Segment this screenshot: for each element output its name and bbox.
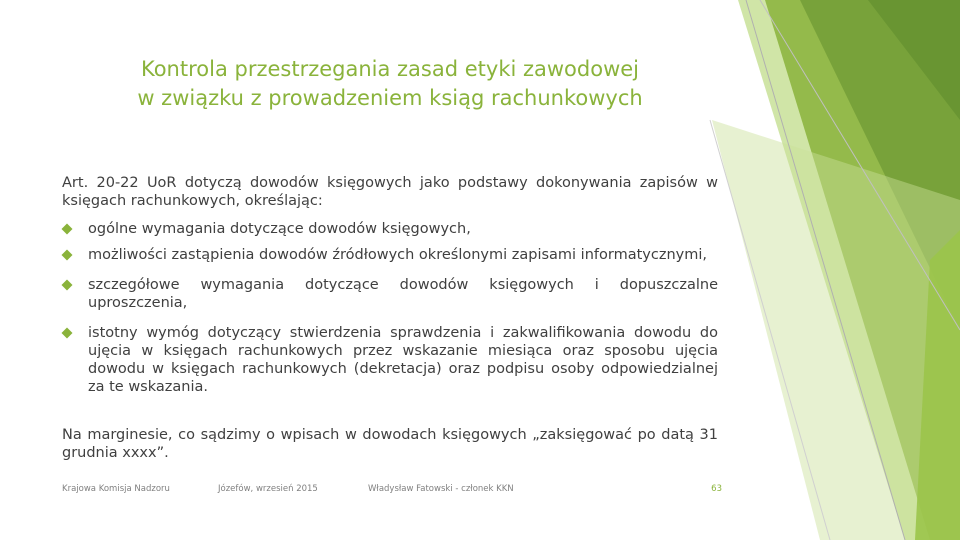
diamond-bullet-icon bbox=[61, 223, 72, 234]
bullet-item-1 bbox=[62, 220, 718, 238]
diamond-bullet-icon bbox=[61, 279, 72, 290]
intro-paragraph: Art. 20-22 UoR dotyczą dowodów księgowych jako podstawy dokonywania zapisów w księgach rachunkowych, określając: bbox=[62, 175, 718, 209]
footer-organization: Krajowa Komisja Nadzoru bbox=[62, 484, 170, 494]
bullet-text-1: ogólne wymagania dotyczące dowodów księgowych, bbox=[88, 221, 471, 237]
diamond-bullet-icon bbox=[61, 249, 72, 260]
diamond-bullet-icon bbox=[61, 327, 72, 338]
bullet-list bbox=[62, 220, 718, 404]
page-number: 63 bbox=[711, 484, 722, 494]
bullet-text-2: możliwości zastąpienia dowodów źródłowych określonymi zapisami informatycznymi, bbox=[88, 247, 707, 263]
footer-author: Władysław Fatowski - członek KKN bbox=[368, 484, 514, 494]
slide-title-line-1: Kontrola przestrzegania zasad etyki zawodowej bbox=[140, 57, 640, 81]
bullet-item-2 bbox=[62, 246, 718, 264]
bullet-text-4: istotny wymóg dotyczący stwierdzenia sprawdzenia i zakwalifikowania dowodu do ujęcia w księgach rachunkowych przez wskazanie miesiąca oraz sposobu ujęcia dowodu w księgach rachunkowych (dekretacja) oraz podpisu osoby odpowiedzialnej za te wskazania. bbox=[88, 325, 718, 395]
outro-paragraph: Na marginesie, co sądzimy o wpisach w dowodach księgowych „zaksięgować po datą 31 grudnia xxxx”. bbox=[62, 427, 718, 461]
slide-title bbox=[60, 55, 720, 113]
bullet-text-3: szczegółowe wymagania dotyczące dowodów księgowych i dopuszczalne uproszczenia, bbox=[88, 277, 718, 311]
footer-place-date: Józefów, wrzesień 2015 bbox=[218, 484, 318, 494]
bullet-item-3 bbox=[62, 276, 718, 312]
bullet-item-4 bbox=[62, 324, 718, 396]
slide-title-line-2: w związku z prowadzeniem ksiąg rachunkowych bbox=[137, 86, 643, 110]
